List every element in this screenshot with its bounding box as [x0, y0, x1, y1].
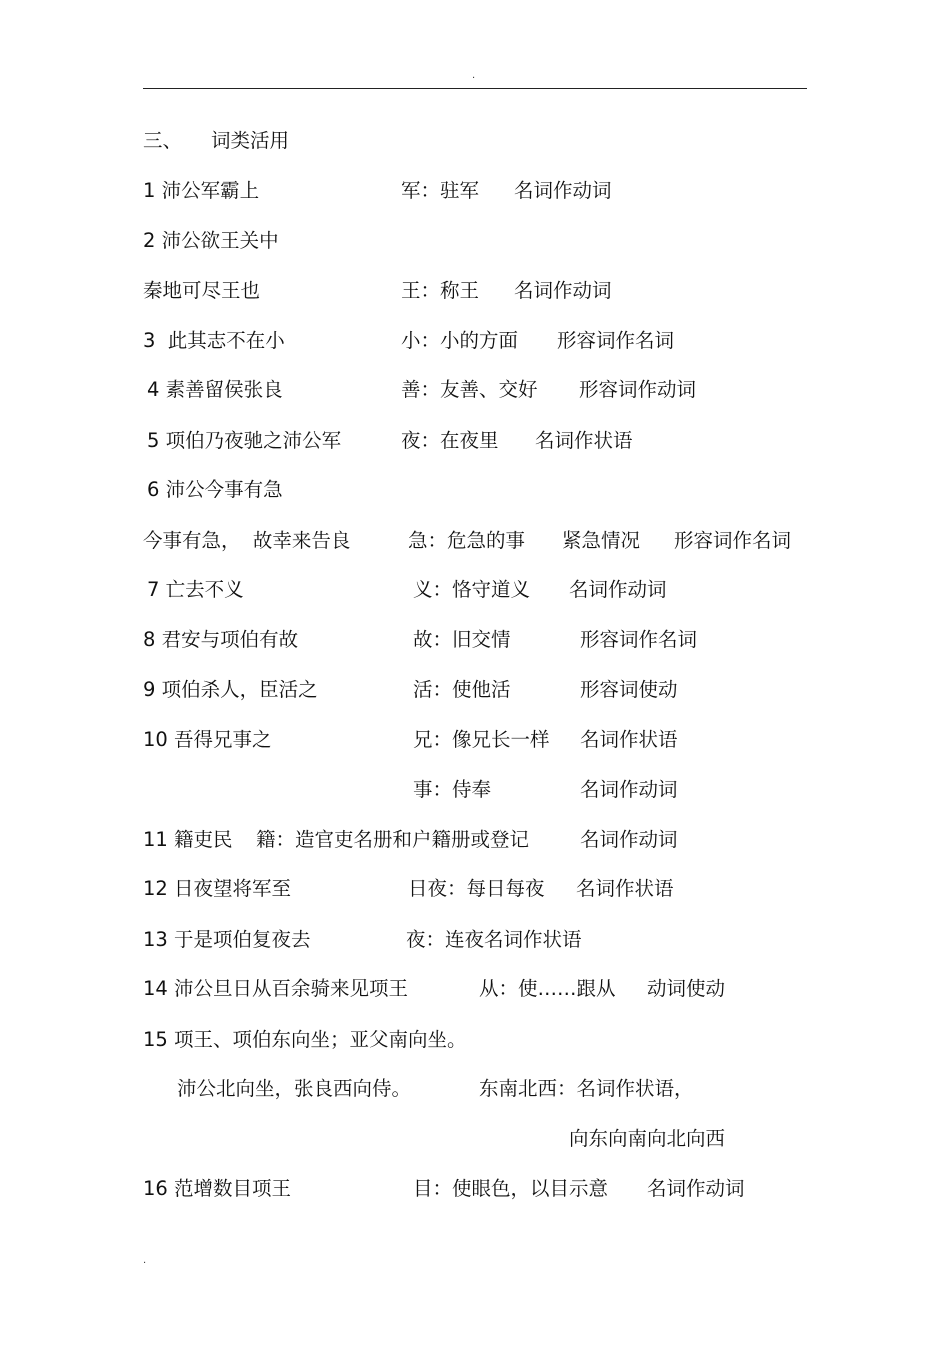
- gloss: 目：使眼色，以目示意: [413, 1177, 609, 1200]
- header-rule: [143, 88, 807, 89]
- example-sentence: 8 君安与项伯有故: [143, 628, 299, 651]
- example-sentence: 秦地可尽王也: [143, 279, 261, 302]
- example-sentence: 4 素善留侯张良: [147, 378, 283, 401]
- example-sentence: 11 籍吏民: [143, 828, 233, 851]
- example-sentence: 7 亡去不义: [147, 578, 244, 601]
- category: 动词使动: [647, 977, 726, 1000]
- category: 形容词使动: [580, 678, 678, 701]
- category: 名词作状语: [535, 429, 633, 452]
- category: 名词作动词: [647, 1177, 745, 1200]
- gloss: 义：恪守道义: [413, 578, 531, 601]
- category: 形容词作动词: [579, 378, 697, 401]
- footer-dot: .: [143, 1255, 147, 1266]
- gloss: 兄：像兄长一样: [413, 728, 550, 751]
- gloss: 事：侍奉: [413, 778, 492, 801]
- gloss: 故：旧交情: [413, 628, 511, 651]
- category: 名词作状语: [580, 728, 678, 751]
- category: 形容词作名词: [580, 628, 698, 651]
- example-sentence: 16 范增数目项王: [143, 1177, 292, 1200]
- section-number: 三、: [143, 129, 183, 152]
- example-sentence: 3 此其志不在小: [143, 329, 285, 352]
- gloss: 东南北西：名词作状语，: [479, 1077, 694, 1100]
- category: 名词作动词: [514, 279, 612, 302]
- gloss: 籍：造官吏名册和户籍册或登记: [256, 828, 530, 851]
- gloss: 活：使他活: [413, 678, 511, 701]
- example-sentence: 沛公北向坐，张良西向侍。: [177, 1077, 412, 1100]
- gloss: 王：称王: [401, 279, 480, 302]
- gloss: 夜：连夜名词作状语: [406, 928, 582, 951]
- section-title: 词类活用: [211, 129, 290, 152]
- gloss: 从：使……跟从: [479, 977, 616, 1000]
- category: 名词作动词: [580, 828, 678, 851]
- example-sentence: 6 沛公今事有急: [147, 478, 283, 501]
- category: 形容词作名词: [557, 329, 675, 352]
- example-sentence: 13 于是项伯复夜去: [143, 928, 311, 951]
- category: 名词作动词: [514, 179, 612, 202]
- gloss: 军：驻军: [401, 179, 480, 202]
- category: 名词作状语: [576, 877, 674, 900]
- example-sentence: 15 项王、项伯东向坐；亚父南向坐。: [143, 1028, 467, 1051]
- example-sentence: 1 沛公军霸上: [143, 179, 260, 202]
- gloss: 小：小的方面: [401, 329, 519, 352]
- gloss-extra: 紧急情况: [562, 529, 641, 552]
- example-sentence: 5 项伯乃夜驰之沛公军: [147, 429, 342, 452]
- example-sentence: 今事有急， 故幸来告良: [143, 529, 351, 552]
- gloss: 日夜：每日每夜: [408, 877, 545, 900]
- category: 形容词作名词: [674, 529, 792, 552]
- example-sentence: 9 项伯杀人，臣活之: [143, 678, 318, 701]
- example-sentence: 10 吾得兄事之: [143, 728, 272, 751]
- gloss: 急：危急的事: [408, 529, 526, 552]
- gloss: 善：友善、交好: [401, 378, 538, 401]
- gloss: 夜：在夜里: [401, 429, 499, 452]
- example-sentence: 14 沛公旦日从百余骑来见项王: [143, 977, 409, 1000]
- category: 名词作动词: [569, 578, 667, 601]
- category: 名词作动词: [580, 778, 678, 801]
- example-sentence: 12 日夜望将军至: [143, 877, 292, 900]
- gloss: 向东向南向北向西: [569, 1127, 726, 1150]
- header-dot: .: [472, 70, 476, 81]
- example-sentence: 2 沛公欲王关中: [143, 229, 279, 252]
